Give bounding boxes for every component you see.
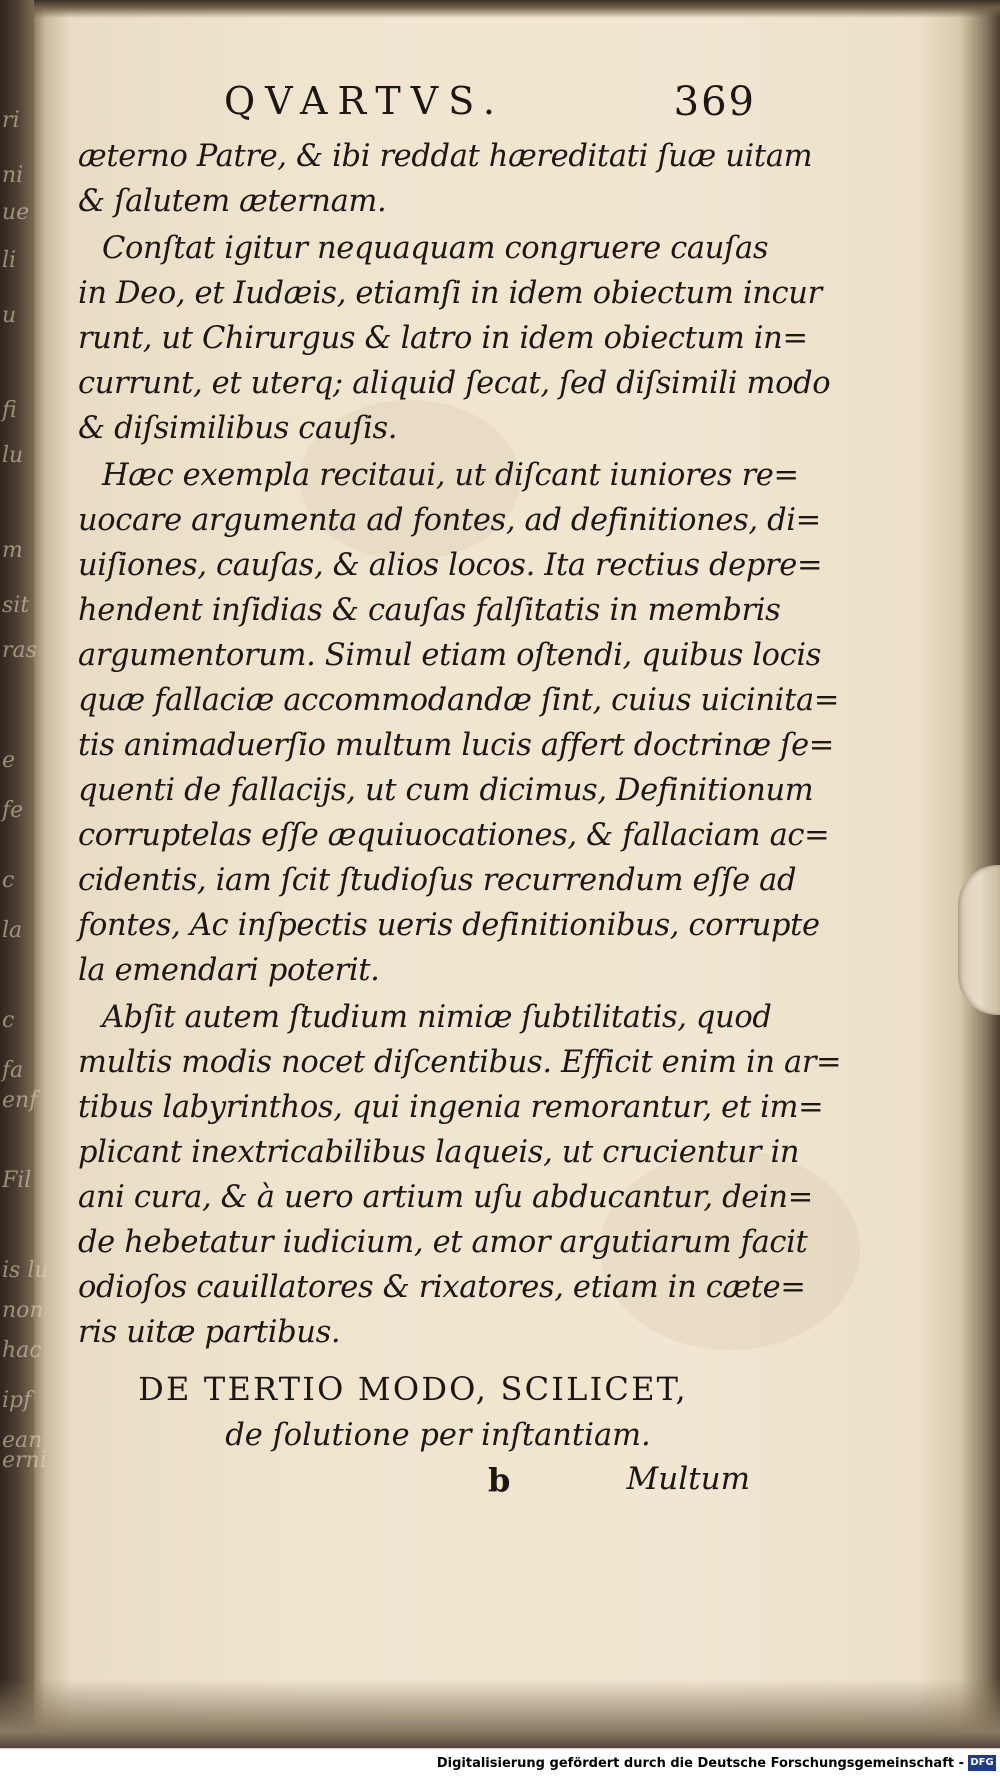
- text-line: uiſiones, cauſas, & alios locos. Ita rectius depre=: [78, 548, 823, 583]
- text-line: argumentorum. Simul etiam oſtendi, quibus locis: [78, 638, 822, 673]
- section-subheading-line: de ſolutione per inſtantiam.: [225, 1418, 651, 1453]
- text-line: Hæc exempla recitaui, ut diſcant iuniores re=: [102, 458, 799, 493]
- text-line: plicant inextricabilibus laqueis, ut crucientur in: [78, 1135, 800, 1170]
- bleed-fragment: ri: [2, 108, 20, 133]
- bleed-fragment: c: [2, 868, 15, 893]
- bleed-fragment: ean: [2, 1428, 43, 1453]
- bleed-fragment: enf: [2, 1088, 38, 1113]
- text-line: ris uitæ partibus.: [78, 1315, 341, 1350]
- catchword: Multum: [626, 1461, 750, 1497]
- page-number: 369: [673, 79, 756, 125]
- signature-mark: b: [488, 1461, 511, 1499]
- text-line: quenti de fallacijs, ut cum dicimus, Definitionum: [78, 773, 814, 808]
- page-clip-tab: [958, 865, 1000, 1015]
- funding-notice: Digitalisierung gefördert durch die Deutsche Forschungsgemeinschaft -: [436, 1756, 964, 1771]
- text-block: [78, 79, 842, 1507]
- bleed-fragment: la: [2, 918, 23, 943]
- text-line: de hebetatur iudicium, et amor argutiarum facit: [78, 1225, 808, 1260]
- page-footer: [78, 1461, 768, 1507]
- bleed-fragment: u: [2, 303, 17, 328]
- paragraph: [78, 453, 840, 993]
- text-line: & diſsimilibus cauſis.: [78, 411, 398, 446]
- text-line: tis animaduerſio multum lucis affert doctrinæ ſe=: [78, 728, 835, 763]
- text-line: Conſtat igitur nequaquam congruere cauſas: [102, 231, 769, 266]
- bleed-fragment: li: [2, 248, 17, 273]
- text-line: multis modis nocet diſcentibus. Efficit enim in ar=: [78, 1045, 842, 1080]
- text-line: fontes, Ac inſpectis ueris definitionibus, corrupte: [78, 908, 820, 943]
- text-line: uocare argumenta ad fontes, ad definitiones, di=: [78, 503, 821, 538]
- bleed-fragment: non: [2, 1298, 44, 1323]
- bleed-fragment: fa: [2, 1058, 24, 1083]
- bleed-fragment: erni: [2, 1448, 47, 1473]
- text-line: in Deo, et Iudæis, etiamſi in idem obiectum incur: [78, 276, 822, 311]
- section-heading: [78, 1365, 768, 1459]
- bleed-fragment: ue: [2, 200, 30, 225]
- text-line: hendent inſidias & cauſas falſitatis in membris: [78, 593, 781, 628]
- facing-page-bleed-through: [0, 108, 49, 1473]
- bleed-fragment: fe: [2, 798, 24, 823]
- bleed-fragment: hac: [2, 1338, 42, 1363]
- bleed-fragment: fi: [2, 398, 17, 423]
- paragraph: [78, 995, 842, 1355]
- top-edge-shadow: [0, 0, 1000, 18]
- text-line: & ſalutem æternam.: [78, 184, 387, 219]
- bleed-fragment: Fil: [2, 1168, 32, 1193]
- bleed-fragment: ipf: [2, 1388, 32, 1413]
- paragraph: [78, 226, 831, 451]
- bleed-fragment: is lu: [2, 1258, 49, 1283]
- bleed-fragment: sit: [2, 593, 30, 618]
- body-text: [78, 134, 842, 1355]
- text-line: æterno Patre, & ibi reddat hæreditati ſuæ uitam: [78, 139, 813, 174]
- bottom-edge-shadow: [0, 1679, 1000, 1749]
- text-line: quæ fallaciæ accommodandæ ſint, cuius uicinita=: [78, 683, 840, 718]
- text-line: corruptelas eſſe æquiuocationes, & fallaciam ac=: [78, 818, 830, 853]
- text-line: la emendari poterit.: [78, 953, 380, 988]
- page-header: [78, 79, 768, 134]
- text-line: cidentis, iam ſcit ſtudioſus recurrendum eſſe ad: [78, 863, 797, 898]
- dfg-logo: DFG: [968, 1755, 996, 1771]
- section-heading-line: DE TERTIO MODO, SCILICET,: [138, 1370, 688, 1408]
- text-line: runt, ut Chirurgus & latro in idem obiectum in=: [78, 321, 808, 356]
- text-line: ani cura, & à uero artium uſu abducantur, dein=: [78, 1180, 813, 1215]
- text-line: Abſit autem ſtudium nimiæ ſubtilitatis, quod: [102, 1000, 772, 1035]
- text-line: odioſos cauillatores & rixatores, etiam in cæte=: [78, 1270, 806, 1305]
- text-line: currunt, et uterq; aliquid ſecat, ſed diſsimili modo: [78, 366, 831, 401]
- paragraph: [78, 134, 813, 224]
- bleed-fragment: c: [2, 1008, 15, 1033]
- funding-bar: [0, 1748, 1000, 1779]
- bleed-fragment: ni: [2, 163, 24, 188]
- running-head: QVARTVS.: [224, 79, 505, 123]
- bleed-fragment: lu: [2, 443, 24, 468]
- bleed-fragment: e: [2, 748, 16, 773]
- text-line: tibus labyrinthos, qui ingenia remorantur, et im=: [78, 1090, 824, 1125]
- bleed-fragment: ras: [2, 638, 37, 663]
- bleed-fragment: m: [2, 538, 23, 563]
